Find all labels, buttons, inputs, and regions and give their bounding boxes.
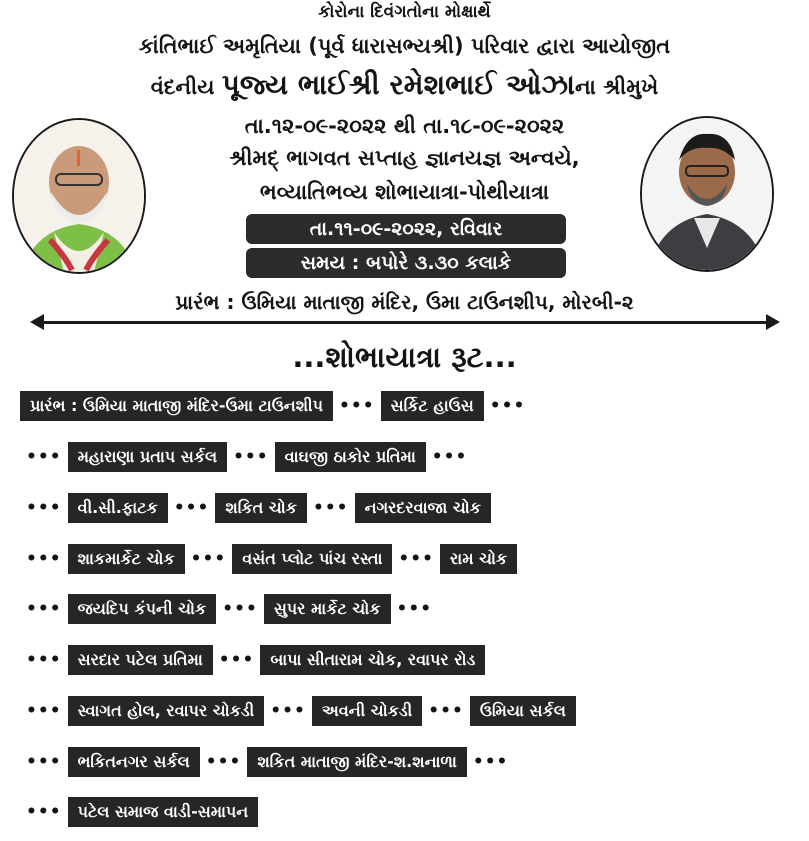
route-dots: ••• xyxy=(489,396,526,416)
route-stop: મહારાણા પ્રતાપ સર્કલ xyxy=(68,442,227,472)
route-dots: ••• xyxy=(472,752,509,772)
route-row-5 xyxy=(20,593,438,625)
route-stop: વી.સી.ફાટક xyxy=(68,493,168,523)
route-dots: ••• xyxy=(428,701,464,721)
route-dots: ••• xyxy=(26,802,62,822)
arrow-left-icon xyxy=(30,314,44,330)
route-dots: ••• xyxy=(26,599,62,619)
route-dots: ••• xyxy=(222,599,258,619)
route-stop: અવની ચોકડી xyxy=(312,696,422,726)
route-stop: શકિત માતાજી મંદિર-શ.શનાળા xyxy=(247,747,466,777)
route-dots: ••• xyxy=(26,447,62,467)
route-stop: સર્કિટ હાઉસ xyxy=(381,391,484,421)
route-stop: રામ ચોક xyxy=(440,544,517,574)
route-row-7 xyxy=(20,695,576,727)
route-stop: નગરદરવાજા ચોક xyxy=(355,493,491,523)
route-dots: ••• xyxy=(26,650,62,670)
route-dots: ••• xyxy=(205,752,242,772)
route-stop: વાઘજી ઠાકોર પ્રતિમા xyxy=(275,442,426,472)
route-stop: સ્વાગત હોલ, રવાપર ચોકડી xyxy=(68,696,265,726)
divider-line xyxy=(38,321,773,324)
saptah-dates: તા.૧૨-૦૯-૨૦૨૨ થી તા.૧૮-૦૯-૨૦૨૨ xyxy=(244,114,565,138)
route-stop: સુપર માર્કેટ ચોક xyxy=(264,594,391,624)
portrait-left xyxy=(12,118,146,274)
route-row-3 xyxy=(20,492,491,524)
header-line-2: કાંતિભાઈ અમૃતિયા (પૂર્વ ધારાસભ્યશ્રી) પરિવાર દ્વારા આયોજીત xyxy=(138,34,671,58)
route-stop: વસંત પ્લોટ પાંચ રસ્તા xyxy=(232,544,392,574)
route-stop: શાકમાર્કેટ ચોક xyxy=(68,544,185,574)
route-stop: ભકિતનગર સર્કલ xyxy=(68,747,200,777)
route-stop: ઉમિયા સર્કલ xyxy=(470,696,576,726)
route-stop: સરદાર પટેલ પ્રતિમા xyxy=(68,645,213,675)
route-dots: ••• xyxy=(26,498,62,518)
header-line-3 xyxy=(0,68,809,102)
route-stop: શકિત ચોક xyxy=(215,493,307,523)
route-dots: ••• xyxy=(173,498,210,518)
route-dots: ••• xyxy=(218,650,255,670)
route-row-4 xyxy=(20,543,517,575)
route-stop: જયદિપ કંપની ચોક xyxy=(68,594,217,624)
route-dots: ••• xyxy=(270,701,306,721)
header-line-5: શ્રીમદ્ ભાગવત સપ્તાહ જ્ઞાનયજ્ઞ અન્વયે, xyxy=(229,146,580,170)
route-dots: ••• xyxy=(26,752,62,772)
speaker-name: પૂજ્ય ભાઈશ્રી રમેશભાઈ ઓઝા xyxy=(221,68,575,101)
route-row-9 xyxy=(20,796,258,828)
route-row-1 xyxy=(20,390,531,422)
route-dots: ••• xyxy=(398,549,435,569)
start-location: પ્રારંભ : ઉમિયા માતાજી મંદિર, ઉમા ટાઉનશીપ, મોરબી-૨ xyxy=(175,290,634,314)
route-stop: પ્રારંભ : ઉમિયા માતાજી મંદિર-ઉમા ટાઉનશીપ xyxy=(20,391,333,421)
arrow-right-icon xyxy=(766,314,780,330)
route-dots: ••• xyxy=(339,396,375,416)
speaker-portrait-illustration xyxy=(14,120,144,272)
event-date-box: તા.૧૧-૦૯-૨૦૨૨, રવિવાર xyxy=(246,214,566,244)
route-title: ...શોભાયાત્રા રૂટ... xyxy=(292,340,517,374)
organizer-portrait-illustration xyxy=(642,118,772,270)
header-line-3-prefix: વંદનીય xyxy=(150,75,215,99)
route-row-6 xyxy=(20,644,485,676)
route-stop: પટેલ સમાજ વાડી-સમાપન xyxy=(68,797,259,827)
route-row-2 xyxy=(20,441,473,473)
header-line-6: ભવ્યાતિભવ્ય શોભાયાત્રા-પોથીયાત્રા xyxy=(259,180,550,204)
route-dots: ••• xyxy=(26,701,62,721)
route-stop: બાપા સીતારામ ચોક, રવાપર રોડ xyxy=(260,645,485,675)
route-dots: ••• xyxy=(190,549,227,569)
route-dots: ••• xyxy=(431,447,468,467)
route-dots: ••• xyxy=(396,599,433,619)
route-dots: ••• xyxy=(312,498,349,518)
route-dots: ••• xyxy=(233,447,269,467)
header-line-1: કોરોના દિવંગતોના મોક્ષાર્થે xyxy=(318,2,491,22)
portrait-right xyxy=(640,116,774,272)
header-line-3-suffix: ના શ્રીમુખે xyxy=(574,75,659,99)
event-time-box: સમય : બપોરે ૩.૩૦ કલાકે xyxy=(246,248,566,278)
route-dots: ••• xyxy=(26,549,62,569)
route-row-8 xyxy=(20,746,514,778)
